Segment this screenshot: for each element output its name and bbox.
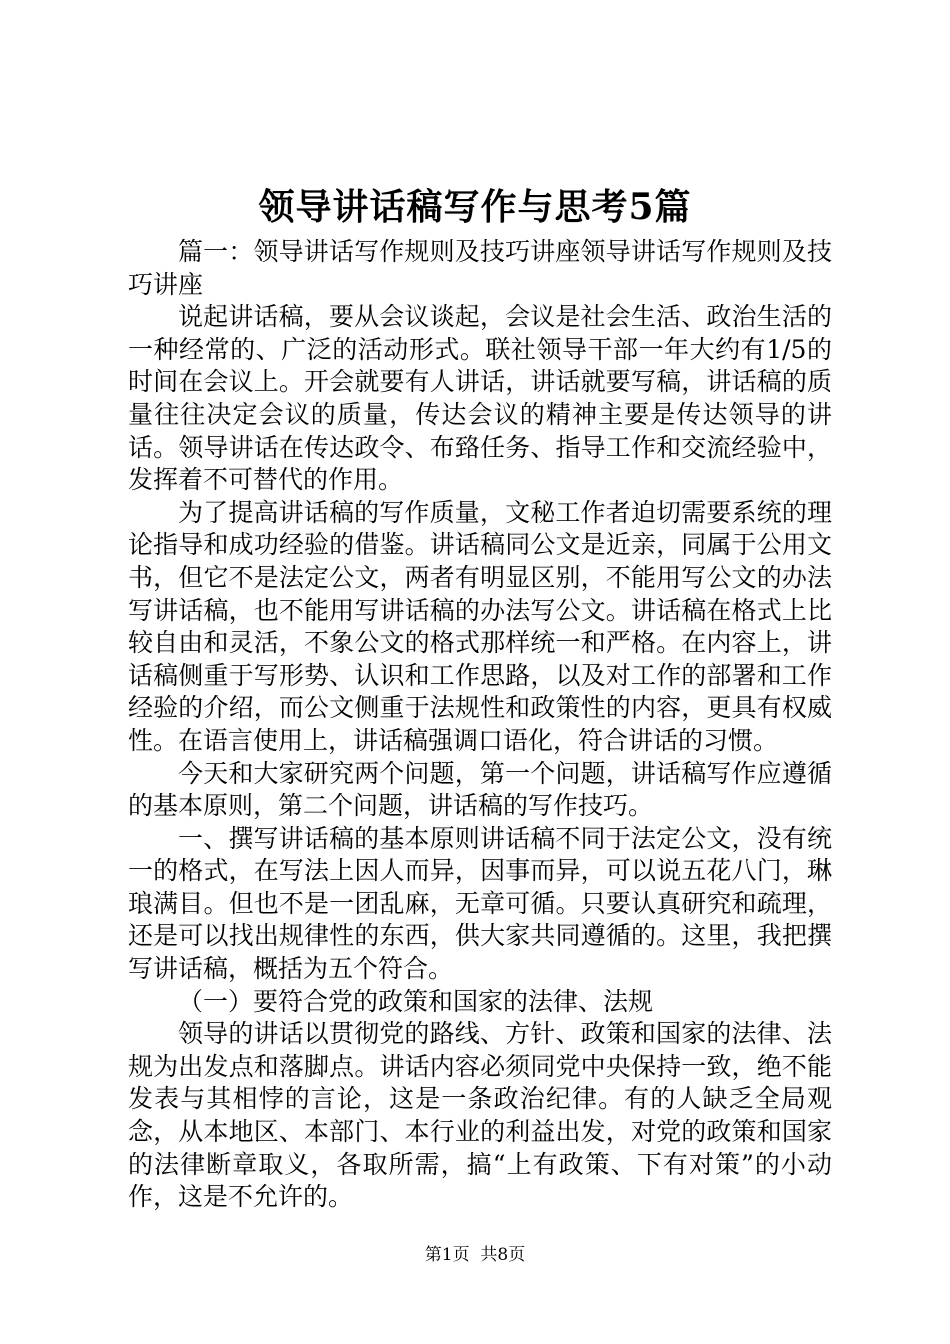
- paragraph: 一、撰写讲话稿的基本原则讲话稿不同于法定公文，没有统一的格式，在写法上因人而异，因事而异，可以说五花八门，琳琅满目。但也不是一团乱麻，无章可循。只要认真研究和疏理，还是可以找出规律性的东西，供大家共同遵循的。这里，我把撰写讲话稿，概括为五个符合。: [128, 823, 832, 984]
- page-number: 第1页: [424, 1245, 470, 1265]
- paragraph: 篇一：领导讲话写作规则及技巧讲座领导讲话写作规则及技巧讲座: [128, 237, 832, 299]
- paragraph: （一）要符合党的政策和国家的法律、法规: [178, 986, 654, 1016]
- document-title: 领导讲话稿写作与思考5篇: [258, 186, 692, 228]
- page-footer: [0, 1243, 950, 1267]
- paragraph: 领导的讲话以贯彻党的路线、方针、政策和国家的法律、法规为出发点和落脚点。讲话内容必须同党中央保持一致，绝不能发表与其相悖的言论，这是一条政治纪律。有的人缺乏全局观念，从本地区、本部门、本行业的利益出发，对党的政策和国家的法律断章取义，各取所需，搞“上有政策、下有对策”的小动作，这是不允许的。: [128, 1019, 832, 1212]
- paragraph: 今天和大家研究两个问题，第一个问题，讲话稿写作应遵循的基本原则，第二个问题，讲话稿的写作技巧。: [128, 758, 832, 821]
- document-body: [128, 236, 832, 1214]
- paragraph: 为了提高讲话稿的写作质量，文秘工作者迫切需要系统的理论指导和成功经验的借鉴。讲话稿同公文是近亲，同属于公用文书，但它不是法定公文，两者有明显区别，不能用写公文的办法写讲话稿，也不能用写讲话稿的办法写公文。讲话稿在格式上比较自由和灵活，不象公文的格式那样统一和严格。在内容上，讲话稿侧重于写形势、认识和工作思路，以及对工作的部署和工作经验的介绍，而公文侧重于法规性和政策性的内容，更具有权威性。在语言使用上，讲话稿强调口语化，符合讲话的习惯。: [128, 497, 832, 755]
- page-total: 共8页: [480, 1245, 526, 1265]
- paragraph: 说起讲话稿，要从会议谈起，会议是社会生活、政治生活的一种经常的、广泛的活动形式。联社领导干部一年大约有1/5的时间在会议上。开会就要有人讲话，讲话就要写稿，讲话稿的质量往往决定会议的质量，传达会议的精神主要是传达领导的讲话。领导讲话在传达政令、布臵任务、指导工作和交流经验中，发挥着不可替代的作用。: [128, 302, 832, 495]
